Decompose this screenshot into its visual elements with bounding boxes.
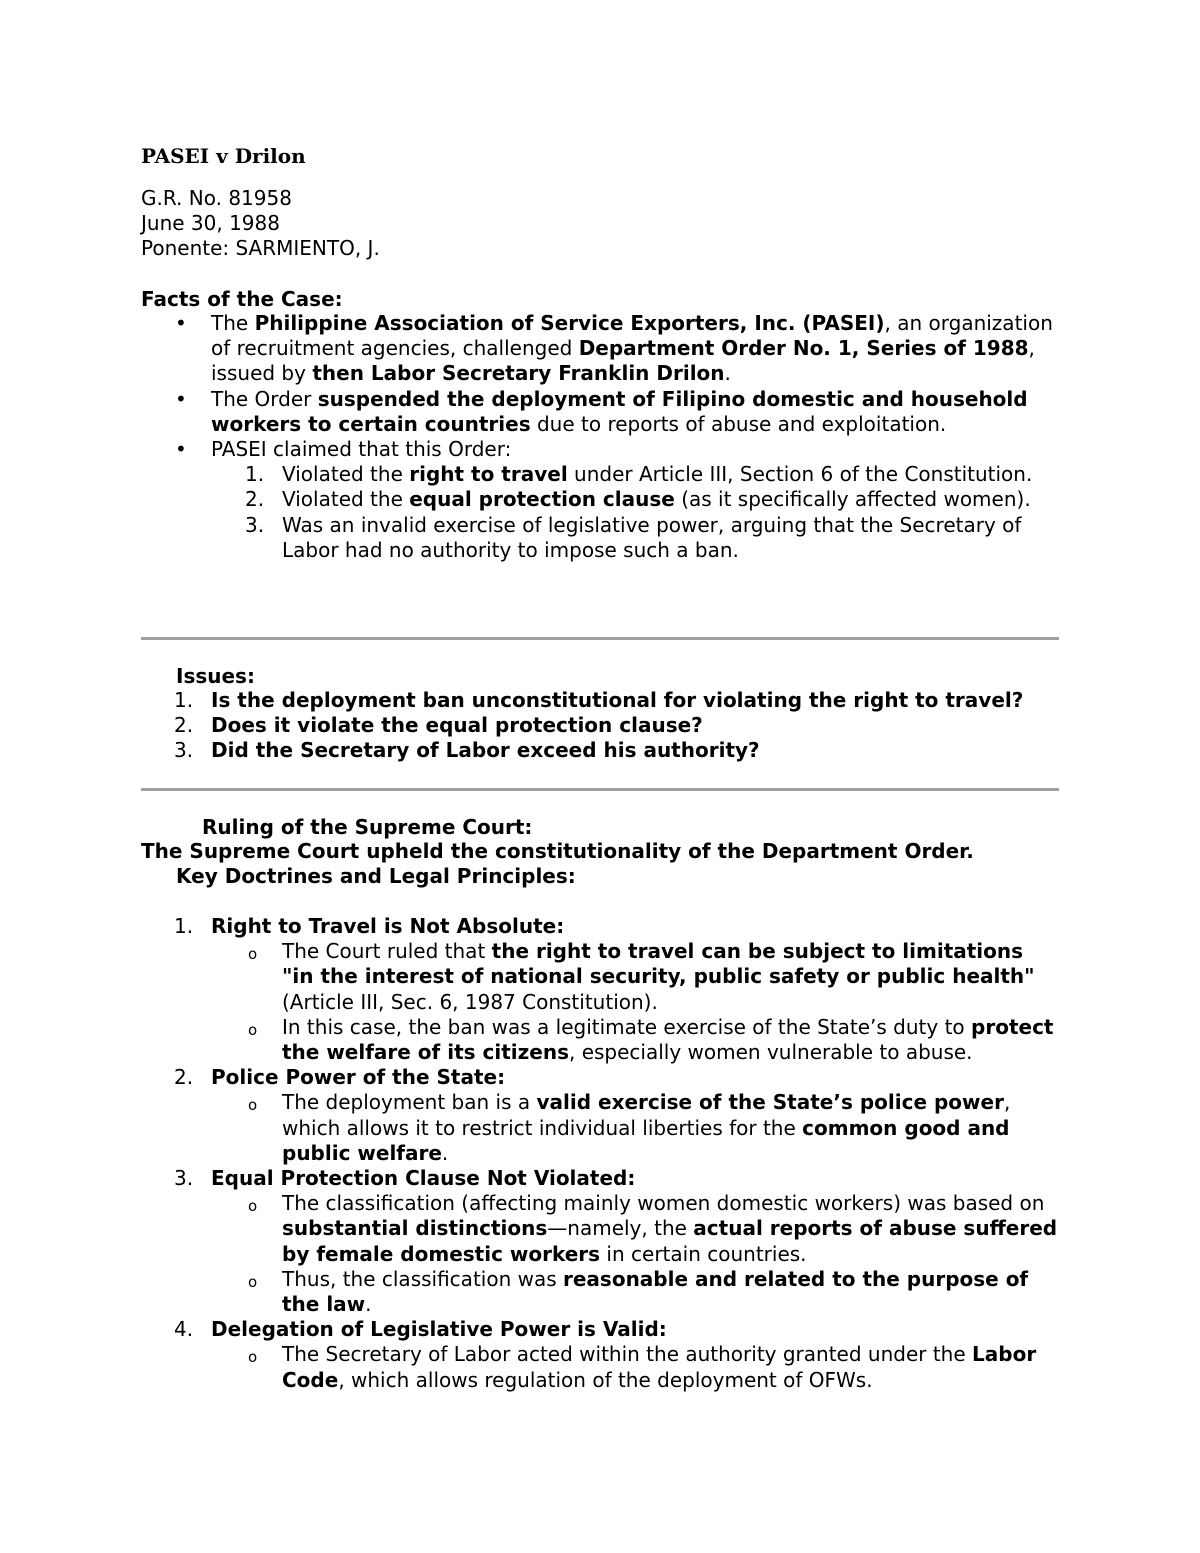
text: , especially women vulnerable to abuse. (568, 1040, 973, 1065)
facts-bullet-2 (175, 386, 1061, 437)
doctrine-2 (174, 1065, 1061, 1166)
bold-text: right to travel (409, 462, 568, 487)
issue-1 (174, 688, 1061, 713)
list-number: 4. (174, 1317, 194, 1342)
text: . (365, 1292, 372, 1317)
text: . (441, 1140, 449, 1165)
circle-bullet-glyph: o (248, 1272, 258, 1291)
issue-text: Does it violate the equal protection clause? (211, 713, 703, 738)
facts-bullet-3 (175, 437, 1061, 563)
doctrine-1 (174, 914, 1061, 1065)
text: —namely, the (547, 1216, 694, 1241)
text: The Order (211, 386, 318, 411)
list-number: 2. (174, 713, 194, 738)
issue-3 (174, 738, 1061, 763)
doctrine-title: Police Power of the State: (211, 1065, 506, 1090)
doctrine-1-point-2 (248, 1014, 1061, 1065)
doctrine-3 (174, 1166, 1061, 1317)
text: in certain countries. (600, 1241, 807, 1266)
text: Thus, the classification was (282, 1266, 563, 1291)
text: under Article III, Section 6 of the Constitution. (567, 462, 1033, 487)
facts-heading: Facts of the Case: (141, 287, 343, 311)
text: In this case, the ban was a legitimate exercise of the State’s duty to (282, 1014, 972, 1039)
section-divider (141, 637, 1059, 640)
bold-text: Philippine Association of Service Exporters, Inc. (PASEI) (254, 311, 885, 335)
doctrines-list (174, 914, 1061, 1393)
list-number: 2. (245, 487, 265, 512)
doctrine-3-point-1 (248, 1191, 1061, 1267)
bold-text: actual reports of abuse suffered by female domestic workers (282, 1216, 1058, 1266)
circle-bullet-glyph: o (248, 1096, 258, 1115)
text: due to reports of abuse and exploitation. (530, 411, 947, 436)
text: The (211, 311, 255, 335)
text: , issued by (211, 336, 1035, 386)
claims-list (245, 462, 1061, 563)
issues-heading: Issues: (176, 664, 255, 688)
list-number: 3. (174, 738, 194, 763)
bold-text: protect the welfare of its citizens (282, 1014, 1054, 1065)
doctrine-2-point-1 (248, 1090, 1061, 1166)
list-number: 3. (245, 512, 265, 537)
issues-list (174, 688, 1061, 764)
claim-2 (245, 487, 1061, 512)
text: Was an invalid exercise of legislative power, arguing that the Secretary of Labor had no authority to impose such a ban. (282, 512, 1022, 562)
facts-list (175, 311, 1061, 563)
text: The deployment ban is a (282, 1090, 537, 1115)
claim-1 (245, 462, 1061, 487)
bold-text: equal protection clause (409, 487, 675, 512)
text: The Secretary of Labor acted within the authority granted under the (282, 1342, 973, 1367)
bullet-glyph: • (175, 311, 187, 335)
text: The classification (affecting mainly women domestic workers) was based on (282, 1191, 1045, 1216)
text: (as it specifically affected women). (674, 487, 1031, 512)
bold-text: the right to travel can be subject to limitations "in the interest of national security, public safety or public health" (282, 939, 1035, 989)
decision-date: June 30, 1988 (141, 211, 280, 235)
text: , which allows it to restrict individual liberties for the (282, 1090, 1011, 1140)
bullet-glyph: • (175, 386, 187, 411)
list-number: 2. (174, 1065, 194, 1090)
doctrine-4-point-1 (248, 1342, 1061, 1392)
facts-bullet-1 (175, 311, 1061, 387)
text: , an organization of recruitment agencies, challenged (211, 311, 1053, 361)
issue-text: Did the Secretary of Labor exceed his authority? (211, 738, 760, 763)
text: PASEI claimed that this Order: (211, 437, 512, 462)
circle-bullet-glyph: o (248, 1348, 258, 1367)
list-number: 1. (174, 688, 194, 712)
doctrine-3-point-2 (248, 1266, 1061, 1317)
text: . (724, 361, 731, 386)
case-title: PASEI v Drilon (141, 144, 306, 168)
doctrine-title: Equal Protection Clause Not Violated: (211, 1166, 636, 1191)
doctrine-1-point-1 (248, 939, 1061, 1015)
text: Violated the (282, 462, 410, 487)
ruling-heading: Ruling of the Supreme Court: (202, 815, 533, 839)
bold-text: Labor Code (282, 1342, 1037, 1392)
issue-text: Is the deployment ban unconstitutional for violating the right to travel? (211, 688, 1024, 712)
doctrines-heading: Key Doctrines and Legal Principles: (176, 864, 576, 888)
bold-text: reasonable and related to the purpose of the law (282, 1266, 1029, 1317)
text: , which allows regulation of the deployment of OFWs. (338, 1367, 873, 1392)
bold-text: valid exercise of the State’s police power (536, 1090, 1004, 1115)
doctrine-title: Delegation of Legislative Power is Valid: (211, 1317, 667, 1342)
circle-bullet-glyph: o (248, 945, 258, 964)
bold-text: suspended the deployment of Filipino domestic and household workers to certain countries (211, 386, 1028, 436)
bold-text: Department Order No. 1, Series of 1988 (578, 336, 1029, 361)
bold-text: common good and public welfare (282, 1115, 1010, 1165)
circle-bullet-glyph: o (248, 1197, 258, 1216)
doctrine-4 (174, 1317, 1061, 1393)
text: (Article III, Sec. 6, 1987 Constitution). (282, 989, 658, 1014)
list-number: 3. (174, 1166, 194, 1191)
claim-3 (245, 512, 1061, 563)
bold-text: then Labor Secretary Franklin Drilon (312, 361, 725, 386)
bold-text: substantial distinctions (282, 1216, 548, 1241)
case-meta (141, 186, 380, 261)
circle-bullet-glyph: o (248, 1020, 258, 1039)
list-number: 1. (245, 462, 265, 487)
text: The Court ruled that (282, 939, 492, 964)
text: Violated the (282, 487, 410, 512)
ruling-summary: The Supreme Court upheld the constitutionality of the Department Order. (141, 839, 974, 863)
ponente: Ponente: SARMIENTO, J. (141, 236, 380, 260)
bullet-glyph: • (175, 437, 187, 462)
issue-2 (174, 713, 1061, 738)
doctrine-title: Right to Travel is Not Absolute: (211, 914, 565, 938)
section-divider (141, 788, 1059, 791)
list-number: 1. (174, 914, 194, 938)
gr-number: G.R. No. 81958 (141, 186, 292, 210)
